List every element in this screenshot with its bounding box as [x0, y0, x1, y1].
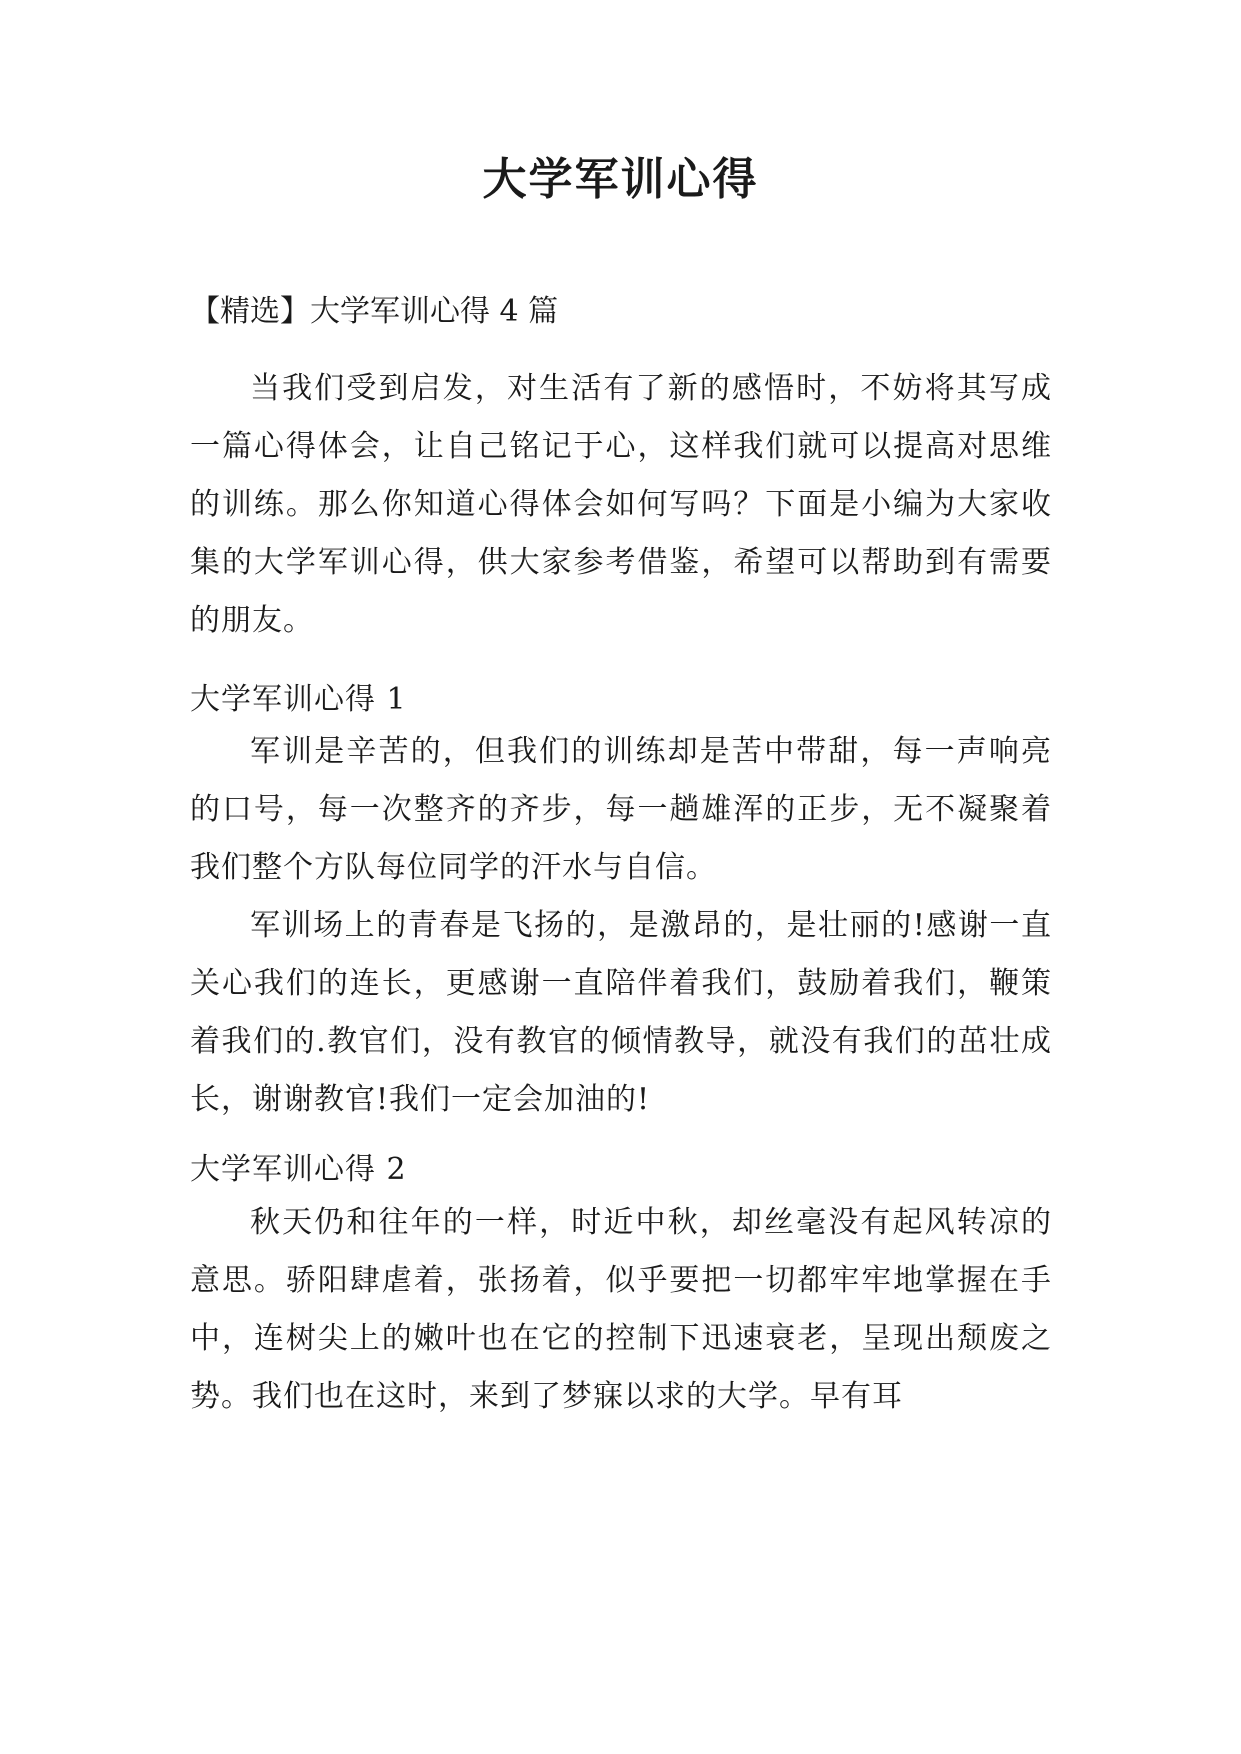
section-1-paragraph-2: 军训场上的青春是飞扬的，是激昂的，是壮丽的!感谢一直关心我们的连长，更感谢一直陪伴着我们，鼓励着我们，鞭策着我们的.教官们，没有教官的倾情教导，就没有我们的茁壮成长，谢谢教官!我们一定会加油的! — [190, 908, 1052, 1117]
section-1-paragraph-1: 军训是辛苦的，但我们的训练却是苦中带甜，每一声响亮的口号，每一次整齐的齐步，每一趟雄浑的正步，无不凝聚着我们整个方队每位同学的汗水与自信。 — [190, 734, 1052, 885]
intro-block — [190, 360, 1052, 650]
intro-paragraph: 当我们受到启发，对生活有了新的感悟时，不妨将其写成一篇心得体会，让自己铭记于心，这样我们就可以提高对思维的训练。那么你知道心得体会如何写吗？下面是小编为大家收集的大学军训心得，供大家参考借鉴，希望可以帮助到有需要的朋友。 — [190, 371, 1052, 638]
section-2-body — [190, 1194, 1052, 1426]
section-1-body — [190, 723, 1052, 1129]
document-title: 大学军训心得 — [482, 154, 759, 205]
section-2-paragraph-1: 秋天仍和往年的一样，时近中秋，却丝毫没有起风转凉的意思。骄阳肆虐着，张扬着，似乎要把一切都牢牢地掌握在手中，连树尖上的嫩叶也在它的控制下迅速衰老，呈现出颓废之势。我们也在这时，来到了梦寐以求的大学。早有耳 — [190, 1205, 1052, 1414]
document-subtitle: 【精选】大学军训心得 4 篇 — [190, 294, 559, 329]
section-heading-1: 大学军训心得 1 — [190, 682, 407, 717]
section-heading-2: 大学军训心得 2 — [190, 1152, 407, 1187]
